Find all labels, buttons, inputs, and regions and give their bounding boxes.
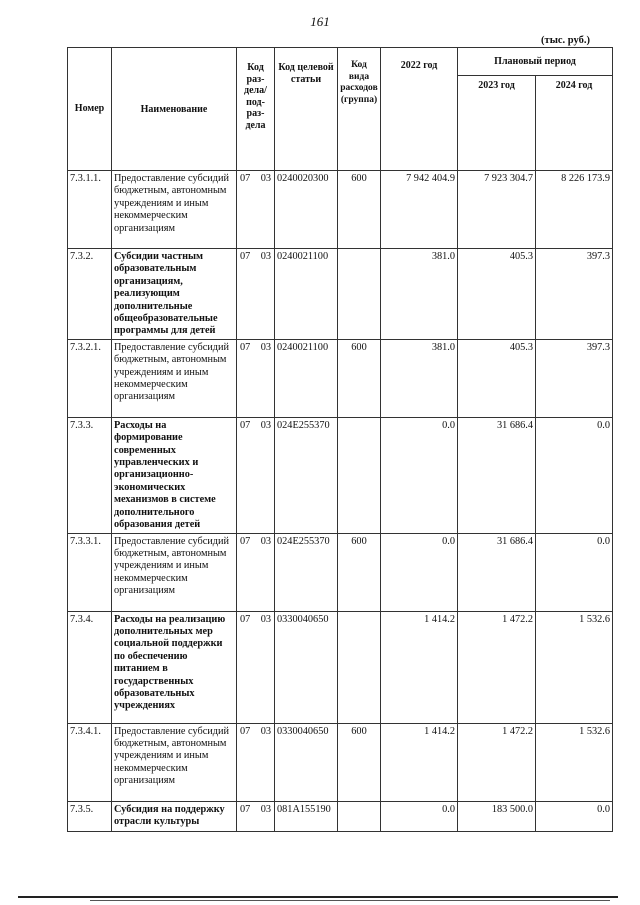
- row-value-2023: 405.3: [458, 339, 536, 417]
- row-expense-code: [338, 611, 381, 723]
- table-row: [68, 171, 613, 249]
- row-value-2022: 1 414.2: [381, 611, 458, 723]
- row-section-code: [237, 339, 275, 417]
- row-section-code: [237, 723, 275, 801]
- table-row: [68, 533, 613, 611]
- row-podrazdel: 03: [260, 725, 271, 737]
- table-row: [68, 249, 613, 340]
- row-podrazdel: 03: [260, 251, 271, 262]
- header-section-code: Код раз-дела/ под-раз-дела: [237, 48, 275, 171]
- row-value-2024: 0.0: [536, 533, 613, 611]
- row-razdel: 07: [240, 173, 251, 184]
- row-expense-code: [338, 417, 381, 533]
- row-value-2022: 381.0: [381, 249, 458, 340]
- row-podrazdel: 03: [260, 173, 271, 184]
- row-name: Предоставление субсидий бюджетным, автономным учреждениям и иным некоммерческим организациям: [112, 339, 237, 417]
- row-value-2024: 0.0: [536, 801, 613, 831]
- table-row: [68, 723, 613, 801]
- page-bottom-rule-secondary: [90, 900, 610, 901]
- row-value-2024: 0.0: [536, 417, 613, 533]
- header-year-2023: 2023 год: [458, 76, 536, 171]
- header-name: Наименование: [112, 48, 237, 171]
- row-value-2023: 1 472.2: [458, 611, 536, 723]
- row-expense-code: 600: [338, 533, 381, 611]
- row-value-2024: 1 532.6: [536, 611, 613, 723]
- row-number: 7.3.4.: [68, 611, 112, 723]
- row-expense-code: 600: [338, 171, 381, 249]
- units-label: (тыс. руб.): [541, 35, 590, 46]
- row-razdel: 07: [240, 725, 251, 737]
- row-podrazdel: 03: [260, 341, 271, 353]
- row-value-2024: 397.3: [536, 249, 613, 340]
- row-name: Субсидии частным образовательным организациям, реализующим дополнительные общеобразовательные программы для детей: [112, 249, 237, 340]
- row-name: Предоставление субсидий бюджетным, автономным учреждениям и иным некоммерческим организациям: [112, 723, 237, 801]
- row-expense-code: [338, 801, 381, 831]
- row-target-code: 0240021100: [275, 249, 338, 340]
- row-name: Расходы на формирование современных управленческих и организационно-экономических механизмов в системе дополнительного образования детей: [112, 417, 237, 533]
- table-row: [68, 417, 613, 533]
- header-number: Номер: [68, 48, 112, 171]
- row-number: 7.3.2.1.: [68, 339, 112, 417]
- row-number: 7.3.2.: [68, 249, 112, 340]
- row-razdel: 07: [240, 535, 251, 547]
- header-year-2022: 2022 год: [381, 48, 458, 171]
- row-target-code: 024E255370: [275, 417, 338, 533]
- row-value-2023: 405.3: [458, 249, 536, 340]
- row-value-2022: 0.0: [381, 801, 458, 831]
- header-year-2024: 2024 год: [536, 76, 613, 171]
- row-value-2024: 397.3: [536, 339, 613, 417]
- row-value-2023: 31 686.4: [458, 417, 536, 533]
- row-section-code: [237, 801, 275, 831]
- row-section-code: [237, 249, 275, 340]
- row-number: 7.3.3.1.: [68, 533, 112, 611]
- row-value-2023: 31 686.4: [458, 533, 536, 611]
- row-podrazdel: 03: [260, 535, 271, 547]
- page-bottom-rule: [18, 896, 618, 898]
- row-number: 7.3.5.: [68, 801, 112, 831]
- page-number: 161: [310, 14, 330, 29]
- row-expense-code: 600: [338, 723, 381, 801]
- row-value-2022: 7 942 404.9: [381, 171, 458, 249]
- row-target-code: 0240020300: [275, 171, 338, 249]
- row-number: 7.3.4.1.: [68, 723, 112, 801]
- row-value-2024: 1 532.6: [536, 723, 613, 801]
- row-expense-code: 600: [338, 339, 381, 417]
- row-name: Субсидия на поддержку отрасли культуры: [112, 801, 237, 831]
- row-number: 7.3.1.1.: [68, 171, 112, 249]
- table-row: [68, 801, 613, 831]
- row-number: 7.3.3.: [68, 417, 112, 533]
- row-razdel: 07: [240, 251, 251, 262]
- row-razdel: 07: [240, 341, 251, 353]
- header-row-top: [68, 48, 613, 76]
- row-target-code: 0330040650: [275, 723, 338, 801]
- row-value-2024: 8 226 173.9: [536, 171, 613, 249]
- row-expense-code: [338, 249, 381, 340]
- row-value-2022: 1 414.2: [381, 723, 458, 801]
- row-section-code: [237, 533, 275, 611]
- row-section-code: [237, 417, 275, 533]
- row-podrazdel: 03: [260, 613, 271, 625]
- row-name: Расходы на реализацию дополнительных мер социальной поддержки по обеспечению питанием в государственных образовательных учреждениях: [112, 611, 237, 723]
- row-target-code: 0330040650: [275, 611, 338, 723]
- row-target-code: 081A155190: [275, 801, 338, 831]
- table-row: [68, 611, 613, 723]
- row-value-2022: 381.0: [381, 339, 458, 417]
- row-value-2023: 7 923 304.7: [458, 171, 536, 249]
- row-razdel: 07: [240, 419, 251, 431]
- row-target-code: 0240021100: [275, 339, 338, 417]
- row-value-2023: 1 472.2: [458, 723, 536, 801]
- row-value-2022: 0.0: [381, 417, 458, 533]
- row-name: Предоставление субсидий бюджетным, автономным учреждениям и иным некоммерческим организациям: [112, 171, 237, 249]
- table-row: [68, 339, 613, 417]
- row-value-2022: 0.0: [381, 533, 458, 611]
- row-razdel: 07: [240, 613, 251, 625]
- row-section-code: [237, 171, 275, 249]
- row-podrazdel: 03: [260, 419, 271, 431]
- header-expense-code: Код вида расходов (группа): [338, 48, 381, 171]
- header-target-code: Код целевой статьи: [275, 48, 338, 171]
- row-podrazdel: 03: [260, 803, 271, 815]
- header-planned-period: Плановый период: [458, 48, 613, 76]
- row-value-2023: 183 500.0: [458, 801, 536, 831]
- row-name: Предоставление субсидий бюджетным, автономным учреждениям и иным некоммерческим организациям: [112, 533, 237, 611]
- budget-table: [67, 47, 613, 832]
- row-target-code: 024E255370: [275, 533, 338, 611]
- row-section-code: [237, 611, 275, 723]
- row-razdel: 07: [240, 803, 251, 815]
